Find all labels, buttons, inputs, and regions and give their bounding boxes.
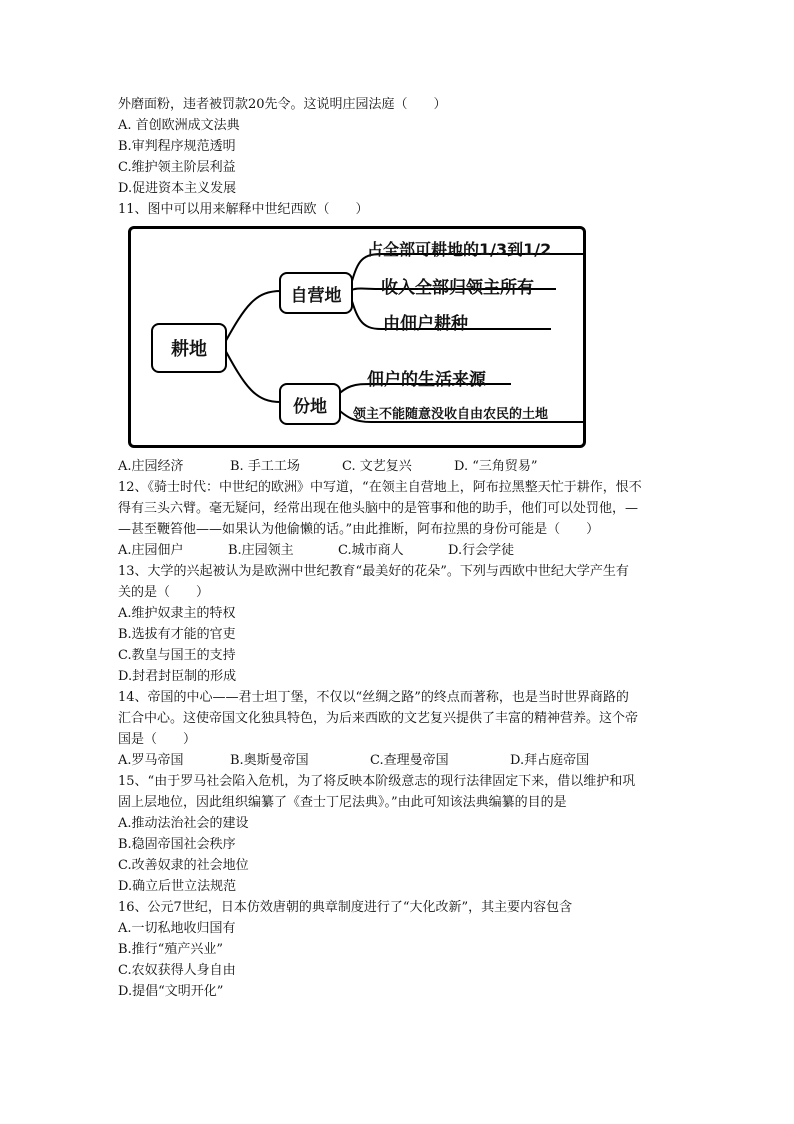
q13-stem-1: 13、大学的兴起被认为是欧洲中世纪教育“最美好的花朵”。下列与西欧中世纪大学产生有	[118, 564, 629, 579]
q15-option-a: A.推动法治社会的建设	[118, 816, 249, 831]
q12-options	[118, 540, 688, 561]
q12-option-b: B.庄园领主	[228, 543, 294, 558]
q14-option-d: D.拜占庭帝国	[510, 753, 590, 768]
q12-option-c: C.城市商人	[338, 543, 404, 558]
q11-options	[118, 456, 688, 477]
root-node-farmland: 耕地	[151, 323, 227, 373]
q12-stem-3: —甚至鞭笞他——如果认为他偷懒的话。”由此推断，阿布拉黑的身份可能是（ ）	[118, 522, 600, 537]
q10-option-b: B.审判程序规范透明	[118, 139, 236, 154]
node-tenant-land: 份地	[279, 383, 341, 425]
q10-stem-tail: 外磨面粉，违者被罚款20先令。这说明庄园法庭（ ）	[118, 97, 447, 112]
q14-stem-2: 汇合中心。这使帝国文化独具特色，为后来西欧的文艺复兴提供了丰富的精神营养。这个帝	[118, 711, 639, 726]
exam-page	[118, 94, 688, 1002]
q15-option-c: C.改善奴隶的社会地位	[118, 858, 249, 873]
tenant-item-2: 领主不能随意没收自由农民的土地	[353, 407, 549, 422]
q13-option-c: C.教皇与国王的支持	[118, 648, 236, 663]
q12-option-a: A.庄园佃户	[118, 543, 184, 558]
tenant-item-1: 佃户的生活来源	[367, 370, 486, 390]
q11-stem: 11、图中可以用来解释中世纪西欧（ ）	[118, 202, 369, 217]
q11-option-b: B. 手工工场	[230, 459, 300, 474]
node-demesne: 自营地	[279, 272, 353, 314]
q11-option-a: A.庄园经济	[118, 459, 184, 474]
demesne-item-2: 收入全部归领主所有	[381, 278, 534, 298]
q13-option-b: B.选拔有才能的官吏	[118, 627, 236, 642]
farmland-diagram	[128, 226, 586, 448]
q13-option-d: D.封君封臣制的形成	[118, 669, 237, 684]
q15-option-b: B.稳固帝国社会秩序	[118, 837, 236, 852]
q16-option-d: D.提倡“文明开化”	[118, 984, 224, 999]
q14-stem-1: 14、帝国的中心——君士坦丁堡，不仅以“丝绸之路”的终点而著称，也是当时世界商路的	[118, 690, 629, 705]
q10-option-a: A. 首创欧洲成文法典	[118, 118, 240, 133]
q11-option-c: C. 文艺复兴	[342, 459, 412, 474]
q12-stem-2: 得有三头六臂。毫无疑问，经常出现在他头脑中的是管事和他的助手，他们可以处罚他，—	[118, 501, 639, 516]
q15-option-d: D.确立后世立法规范	[118, 879, 237, 894]
q14-option-a: A.罗马帝国	[118, 753, 184, 768]
q14-stem-3: 国是（ ）	[118, 732, 197, 747]
q10-option-c: C.维护领主阶层利益	[118, 160, 236, 175]
demesne-item-3: 由佃户耕种	[383, 314, 468, 334]
q15-stem-2: 固上层地位，因此组织编纂了《查士丁尼法典》。”由此可知该法典编纂的目的是	[118, 795, 567, 810]
q16-option-c: C.农奴获得人身自由	[118, 963, 236, 978]
q14-option-b: B.奥斯曼帝国	[230, 753, 309, 768]
q15-stem-1: 15、“由于罗马社会陷入危机，为了将反映本阶级意志的现行法律固定下来，借以维护和巩	[118, 774, 636, 789]
q14-options	[118, 750, 688, 771]
q13-option-a: A.维护奴隶主的特权	[118, 606, 236, 621]
q14-option-c: C.查理曼帝国	[370, 753, 449, 768]
q13-stem-2: 关的是（ ）	[118, 585, 210, 600]
q10-option-d: D.促进资本主义发展	[118, 181, 237, 196]
q11-option-d: D. “三角贸易”	[454, 459, 538, 474]
q16-option-b: B.推行“殖产兴业”	[118, 942, 223, 957]
q16-stem: 16、公元7世纪，日本仿效唐朝的典章制度进行了“大化改新”，其主要内容包含	[118, 900, 573, 915]
q16-option-a: A.一切私地收归国有	[118, 921, 236, 936]
demesne-item-1: 占全部可耕地的1/3到1/2	[367, 240, 552, 259]
q12-stem-1: 12、《骑士时代：中世纪的欧洲》中写道，“在领主自营地上，阿布拉黑整天忙于耕作，恨不	[118, 480, 642, 495]
q12-option-d: D.行会学徒	[448, 543, 515, 558]
